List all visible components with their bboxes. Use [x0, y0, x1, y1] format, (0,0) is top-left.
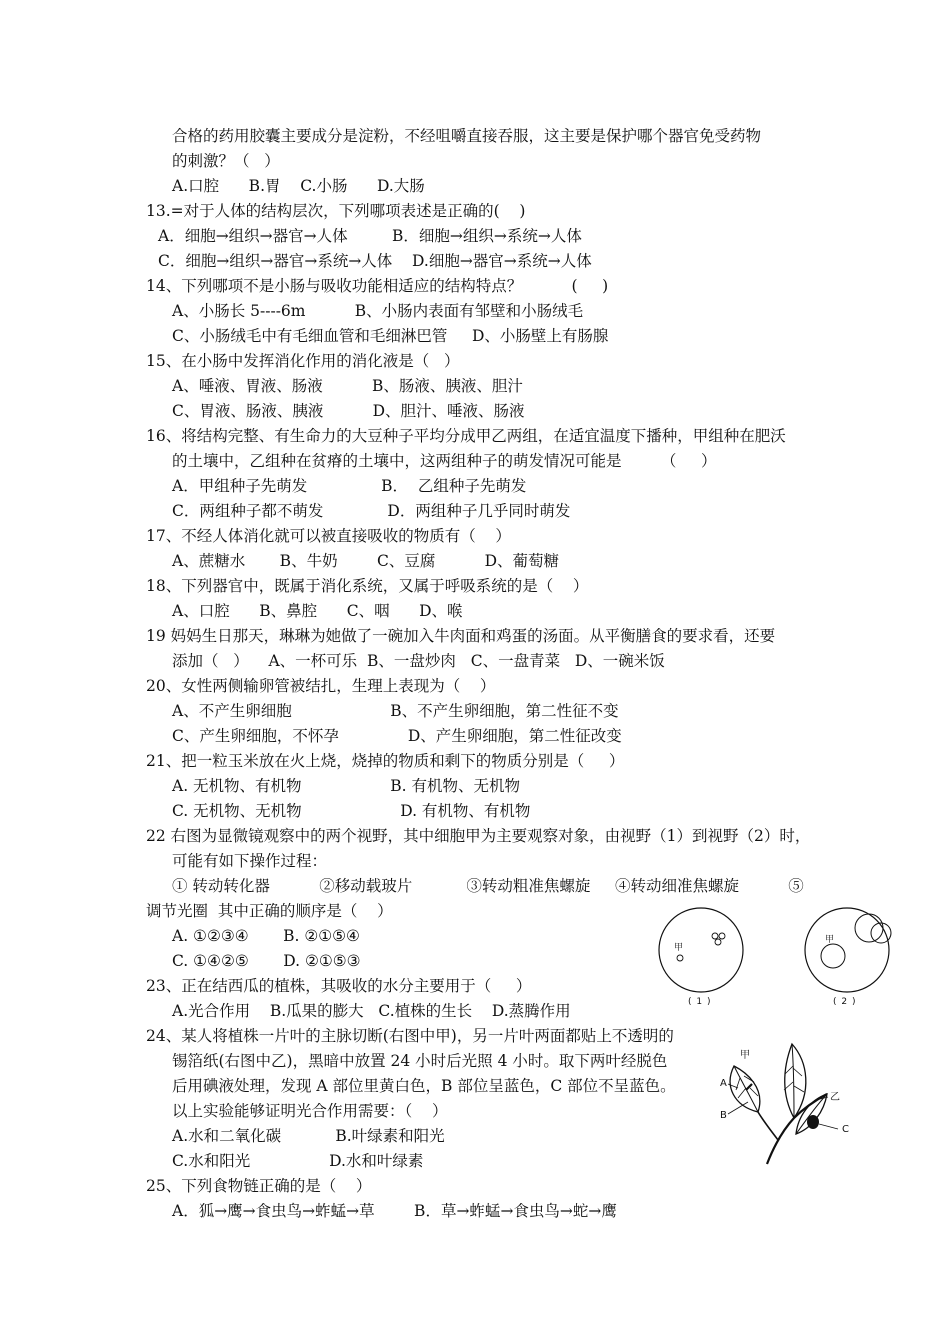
q22-stem-line1: 22 右图为显微镜观察中的两个视野，其中细胞甲为主要观察对象，由视野（1）到视野（2）时，: [146, 827, 811, 845]
leaf-label-b: B: [720, 1110, 728, 1121]
q20-options-cd: C、产生卵细胞，不怀孕 D、产生卵细胞，第二性征改变: [172, 727, 622, 745]
q12-stem-line2: 的刺激？（ ）: [172, 152, 280, 170]
q21-options-cd: C. 无机物、无机物 D. 有机物、有机物: [172, 802, 531, 820]
leaf-label-a: A: [720, 1078, 728, 1089]
q23-options: A.光合作用 B.瓜果的膨大 C.植株的生长 D.蒸腾作用: [172, 1002, 571, 1020]
q14-stem: 14、下列哪项不是小肠与吸收功能相适应的结构特点？ ( ): [146, 277, 609, 295]
q25-options-ab: A．狐→鹰→食虫鸟→蚱蜢→草 B．草→蚱蜢→食虫鸟→蛇→鹰: [172, 1202, 617, 1220]
leaf-label-yi: 乙: [830, 1092, 841, 1103]
q12-stem-line1: 合格的药用胶囊主要成分是淀粉，不经咀嚼直接吞服，这主要是保护哪个器官免受药物: [172, 127, 762, 145]
microscope-figure: [655, 905, 900, 1015]
q17-stem: 17、不经人体消化就可以被直接吸收的物质有（ ）: [146, 527, 511, 545]
q16-stem-line2: 的土壤中，乙组种在贫瘠的土壤中，这两组种子的萌发情况可能是 （ ）: [172, 452, 717, 470]
q24-stem-line3: 后用碘液处理，发现 A 部位里黄白色，B 部位呈蓝色，C 部位不呈蓝色。: [172, 1077, 676, 1095]
q15-options-ab: A、唾液、胃液、肠液 B、肠液、胰液、胆汁: [172, 377, 523, 395]
q16-options-cd: C．两组种子都不萌发 D．两组种子几乎同时萌发: [172, 502, 571, 520]
q14-options-ab: A、小肠长 5----6m B、小肠内表面有邹壁和小肠绒毛: [172, 302, 584, 320]
q15-options-cd: C、胃液、肠液、胰液 D、胆汁、唾液、肠液: [172, 402, 525, 420]
q25-stem: 25、下列食物链正确的是（ ）: [146, 1177, 372, 1195]
q24-options-ab: A.水和二氧化碳 B.叶绿素和阳光: [172, 1127, 445, 1145]
q24-stem-line1: 24、某人将植株一片叶的主脉切断(右图中甲)，另一片叶两面都贴上不透明的: [146, 1027, 674, 1045]
q13-options-cd: C．细胞→组织→器官→系统→人体 D.细胞→器官→系统→人体: [158, 252, 592, 270]
view-1-caption: ( 1 ): [688, 997, 712, 1007]
q13-options-ab: A．细胞→组织→器官→人体 B．细胞→组织→系统→人体: [158, 227, 582, 245]
leaf-figure: [712, 1036, 862, 1166]
cell-jia-label-1: 甲: [674, 943, 685, 953]
leaf-label-c: C: [842, 1124, 850, 1135]
q16-options-ab: A．甲组种子先萌发 B． 乙组种子先萌发: [172, 477, 527, 495]
q17-options: A、蔗糖水 B、牛奶 C、豆腐 D、葡萄糖: [172, 552, 560, 570]
q20-stem: 20、女性两侧输卵管被结扎，生理上表现为（ ）: [146, 677, 496, 695]
q15-stem: 15、在小肠中发挥消化作用的消化液是（ ）: [146, 352, 460, 370]
q22-stem-line2: 可能有如下操作过程：: [172, 852, 328, 870]
q22-options-cd: C. ①④②⑤ D. ②①⑤③: [172, 952, 361, 970]
leaf-label-jia: 甲: [740, 1050, 751, 1061]
q22-steps: ① 转动转化器 ②移动载玻片 ③转动粗准焦螺旋 ④转动细准焦螺旋 ⑤: [172, 877, 804, 895]
q19-stem-line1: 19 妈妈生日那天，琳琳为她做了一碗加入牛肉面和鸡蛋的汤面。从平衡膳食的要求看，还要: [146, 627, 776, 645]
q16-stem-line1: 16、将结构完整、有生命力的大豆种子平均分成甲乙两组，在适宜温度下播种，甲组种在肥沃: [146, 427, 786, 445]
q24-stem-line4: 以上实验能够证明光合作用需要：（ ）: [172, 1102, 448, 1120]
q18-stem: 18、下列器官中，既属于消化系统，又属于呼吸系统的是（ ）: [146, 577, 589, 595]
q21-options-ab: A. 无机物、有机物 B. 有机物、无机物: [172, 777, 520, 795]
q12-options: A.口腔 B.胃 C.小肠 D.大肠: [172, 177, 425, 195]
q22-options-ab: A. ①②③④ B. ②①⑤④: [172, 927, 360, 945]
view-2-caption: ( 2 ): [833, 997, 857, 1007]
q13-stem: 13.=对于人体的结构层次，下列哪项表述是正确的( ): [146, 202, 526, 220]
q23-stem: 23、正在结西瓜的植株，其吸收的水分主要用于（ ）: [146, 977, 532, 995]
q24-stem-line2: 锡箔纸(右图中乙)，黑暗中放置 24 小时后光照 4 小时。取下两叶经脱色: [172, 1052, 668, 1070]
q24-options-cd: C.水和阳光 D.水和叶绿素: [172, 1152, 424, 1170]
q20-options-ab: A、不产生卵细胞 B、不产生卵细胞，第二性征不变: [172, 702, 619, 720]
q21-stem: 21、把一粒玉米放在火上烧，烧掉的物质和剩下的物质分别是（ ）: [146, 752, 625, 770]
q18-options: A、口腔 B、鼻腔 C、咽 D、喉: [172, 602, 463, 620]
q19-stem-line2: 添加（ ） A、一杯可乐 B、一盘炒肉 C、一盘青菜 D、一碗米饭: [172, 652, 665, 670]
q14-options-cd: C、小肠绒毛中有毛细血管和毛细淋巴管 D、小肠壁上有肠腺: [172, 327, 609, 345]
cell-jia-label-2: 甲: [825, 935, 836, 945]
q22-stem-line4: 调节光圈 其中正确的顺序是（ ）: [146, 902, 393, 920]
